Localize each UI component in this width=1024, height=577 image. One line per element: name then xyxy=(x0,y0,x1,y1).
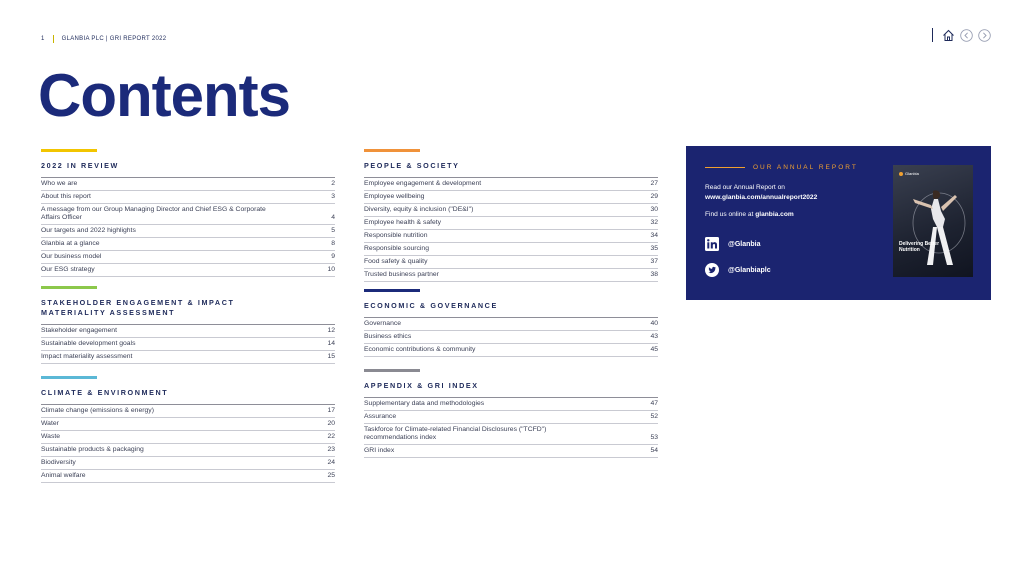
section-accent xyxy=(364,149,420,152)
toc-list xyxy=(41,324,335,364)
toc-entry[interactable] xyxy=(364,269,658,282)
toc-entry[interactable] xyxy=(364,256,658,269)
twitter-link[interactable] xyxy=(705,263,771,277)
toc-entry-page: 37 xyxy=(650,258,658,265)
toc-entry-title: Business ethics xyxy=(364,333,412,340)
toc-entry-page: 17 xyxy=(327,407,335,414)
toc-entry-page: 52 xyxy=(650,413,658,420)
toc-entry-title: Governance xyxy=(364,320,402,327)
toc-entry-page: 32 xyxy=(650,219,658,226)
toc-entry[interactable] xyxy=(364,243,658,256)
toc-entry-page: 38 xyxy=(650,271,658,278)
toc-entry[interactable] xyxy=(364,445,658,458)
section-stakeholder-engagement xyxy=(41,286,335,364)
toc-entry-title: Animal welfare xyxy=(41,472,86,479)
toc-entry-title: Employee wellbeing xyxy=(364,193,425,200)
toc-entry[interactable] xyxy=(41,325,335,338)
toc-entry[interactable] xyxy=(364,344,658,357)
toc-entry-title: Supplementary data and methodologies xyxy=(364,400,485,407)
section-accent xyxy=(41,286,97,289)
toc-entry-page: 9 xyxy=(331,253,335,260)
twitter-handle: @Glanbiaplc xyxy=(728,266,771,274)
toc-list xyxy=(364,317,658,357)
annual-report-text xyxy=(705,183,817,203)
toc-entry-page: 35 xyxy=(650,245,658,252)
toc-entry-title: Stakeholder engagement xyxy=(41,327,117,334)
linkedin-link[interactable] xyxy=(705,237,761,251)
toc-entry[interactable] xyxy=(41,351,335,364)
chevron-right-circle-icon[interactable] xyxy=(977,28,991,42)
toc-entry-title: Waste xyxy=(41,433,61,440)
toc-entry[interactable] xyxy=(364,204,658,217)
toc-entry-page: 40 xyxy=(650,320,658,327)
read-line: Read our Annual Report on xyxy=(705,184,785,191)
section-appendix-gri-index xyxy=(364,369,658,458)
page-navigation xyxy=(932,28,991,42)
twitter-icon xyxy=(705,263,719,277)
toc-entry-page: 14 xyxy=(327,340,335,347)
toc-entry-title: Biodiversity xyxy=(41,459,76,466)
toc-entry[interactable] xyxy=(41,405,335,418)
toc-entry[interactable] xyxy=(41,191,335,204)
section-2022-in-review xyxy=(41,149,335,277)
toc-entry[interactable] xyxy=(41,418,335,431)
toc-entry-page: 4 xyxy=(331,214,335,221)
nav-divider xyxy=(932,28,933,42)
toc-entry[interactable] xyxy=(364,318,658,331)
toc-entry-page: 22 xyxy=(327,433,335,440)
cover-brand xyxy=(899,171,919,176)
toc-entry[interactable] xyxy=(364,191,658,204)
toc-entry-title: Our targets and 2022 highlights xyxy=(41,227,136,234)
toc-entry-page: 3 xyxy=(331,193,335,200)
section-heading: ECONOMIC & GOVERNANCE xyxy=(364,301,498,310)
toc-entry-page: 23 xyxy=(327,446,335,453)
toc-entry-title: Climate change (emissions & energy) xyxy=(41,407,154,414)
toc-entry[interactable] xyxy=(364,217,658,230)
toc-entry[interactable] xyxy=(41,238,335,251)
toc-entry-page: 34 xyxy=(650,232,658,239)
toc-entry-page: 53 xyxy=(650,434,658,441)
toc-entry-title: Food safety & quality xyxy=(364,258,428,265)
online-prefix: Find us online at xyxy=(705,211,754,218)
online-line xyxy=(705,210,794,220)
toc-entry-title: About this report xyxy=(41,193,91,200)
toc-entry[interactable] xyxy=(364,411,658,424)
section-heading: CLIMATE & ENVIRONMENT xyxy=(41,388,169,397)
toc-entry-title: Employee engagement & development xyxy=(364,180,482,187)
toc-entry-page: 24 xyxy=(327,459,335,466)
toc-entry[interactable] xyxy=(41,338,335,351)
toc-entry[interactable] xyxy=(41,457,335,470)
toc-entry-page: 54 xyxy=(650,447,658,454)
toc-entry[interactable] xyxy=(41,264,335,277)
annual-report-heading-text: OUR ANNUAL REPORT xyxy=(753,164,858,171)
chevron-left-circle-icon[interactable] xyxy=(959,28,973,42)
toc-entry[interactable] xyxy=(41,225,335,238)
glanbia-logo-icon xyxy=(899,172,903,176)
toc-entry-title: Diversity, equity & inclusion ("DE&I") xyxy=(364,206,474,213)
page-header xyxy=(41,35,166,43)
toc-entry-title: Assurance xyxy=(364,413,397,420)
toc-entry[interactable] xyxy=(364,424,658,445)
toc-entry-title: Impact materiality assessment xyxy=(41,353,133,360)
toc-entry[interactable] xyxy=(41,204,335,225)
toc-entry-page: 15 xyxy=(327,353,335,360)
annual-report-cover[interactable] xyxy=(893,165,973,277)
toc-list xyxy=(364,177,658,282)
toc-entry-page: 10 xyxy=(327,266,335,273)
toc-entry-title: Water xyxy=(41,420,59,427)
section-accent xyxy=(41,149,97,152)
toc-entry-title: Employee health & safety xyxy=(364,219,442,226)
toc-entry-page: 27 xyxy=(650,180,658,187)
annual-report-link[interactable]: www.glanbia.com/annualreport2022 xyxy=(705,194,818,201)
section-heading: 2022 IN REVIEW xyxy=(41,161,119,170)
home-icon[interactable] xyxy=(941,28,955,42)
section-economic-governance xyxy=(364,289,658,357)
website-link[interactable]: glanbia.com xyxy=(755,211,794,218)
toc-entry[interactable] xyxy=(41,444,335,457)
toc-entry-page: 5 xyxy=(331,227,335,234)
toc-entry-title: Our business model xyxy=(41,253,102,260)
toc-entry[interactable] xyxy=(41,251,335,264)
header-divider xyxy=(53,35,54,43)
toc-entry-title: GRI index xyxy=(364,447,395,454)
linkedin-icon xyxy=(705,237,719,251)
publication-title: GLANBIA PLC | GRI REPORT 2022 xyxy=(61,36,167,42)
section-heading: PEOPLE & SOCIETY xyxy=(364,161,460,170)
page-number: 1 xyxy=(41,36,45,42)
toc-entry-page: 30 xyxy=(650,206,658,213)
toc-list xyxy=(364,397,658,458)
section-climate-environment xyxy=(41,376,335,483)
toc-entry[interactable] xyxy=(364,178,658,191)
toc-entry-title: Our ESG strategy xyxy=(41,266,95,273)
toc-entry[interactable] xyxy=(364,230,658,243)
linkedin-handle: @Glanbia xyxy=(728,240,761,248)
toc-entry-title: Sustainable development goals xyxy=(41,340,136,347)
toc-entry[interactable] xyxy=(41,470,335,483)
toc-entry[interactable] xyxy=(364,331,658,344)
toc-list xyxy=(41,404,335,483)
toc-entry[interactable] xyxy=(41,431,335,444)
toc-entry-title: Trusted business partner xyxy=(364,271,439,278)
toc-entry-title: Sustainable products & packaging xyxy=(41,446,144,453)
cover-brand-text: Glanbia xyxy=(905,171,919,176)
toc-entry-title: Glanbia at a glance xyxy=(41,240,100,247)
section-heading: STAKEHOLDER ENGAGEMENT & IMPACT MATERIALITY ASSESSMENT xyxy=(41,298,235,317)
toc-entry-page: 45 xyxy=(650,346,658,353)
toc-entry-page: 8 xyxy=(331,240,335,247)
heading-rule xyxy=(705,167,745,168)
section-accent xyxy=(364,369,420,372)
annual-report-heading xyxy=(705,164,858,171)
toc-entry-page: 47 xyxy=(650,400,658,407)
toc-entry-page: 29 xyxy=(650,193,658,200)
page-title: Contents xyxy=(38,62,290,129)
toc-entry-title: Responsible nutrition xyxy=(364,232,428,239)
section-people-society xyxy=(364,149,658,282)
toc-entry[interactable] xyxy=(41,178,335,191)
toc-entry-title: Responsible sourcing xyxy=(364,245,429,252)
cover-photo-athlete xyxy=(893,165,973,277)
section-heading: APPENDIX & GRI INDEX xyxy=(364,381,479,390)
toc-entry-page: 12 xyxy=(327,327,335,334)
section-accent xyxy=(364,289,420,292)
toc-entry-page: 25 xyxy=(327,472,335,479)
toc-entry-title: Who we are xyxy=(41,180,78,187)
toc-entry[interactable] xyxy=(364,398,658,411)
toc-entry-title: Taskforce for Climate-related Financial Disclosures ("TCFD") recommendations index xyxy=(364,426,547,441)
section-accent xyxy=(41,376,97,379)
toc-entry-page: 43 xyxy=(650,333,658,340)
toc-entry-title: Economic contributions & community xyxy=(364,346,476,353)
toc-entry-page: 20 xyxy=(327,420,335,427)
cover-tagline: Delivering Better Nutrition xyxy=(899,241,940,253)
toc-list xyxy=(41,177,335,277)
toc-entry-title: A message from our Group Managing Director and Chief ESG & Corporate Affairs Officer xyxy=(41,206,266,221)
toc-entry-page: 2 xyxy=(331,180,335,187)
